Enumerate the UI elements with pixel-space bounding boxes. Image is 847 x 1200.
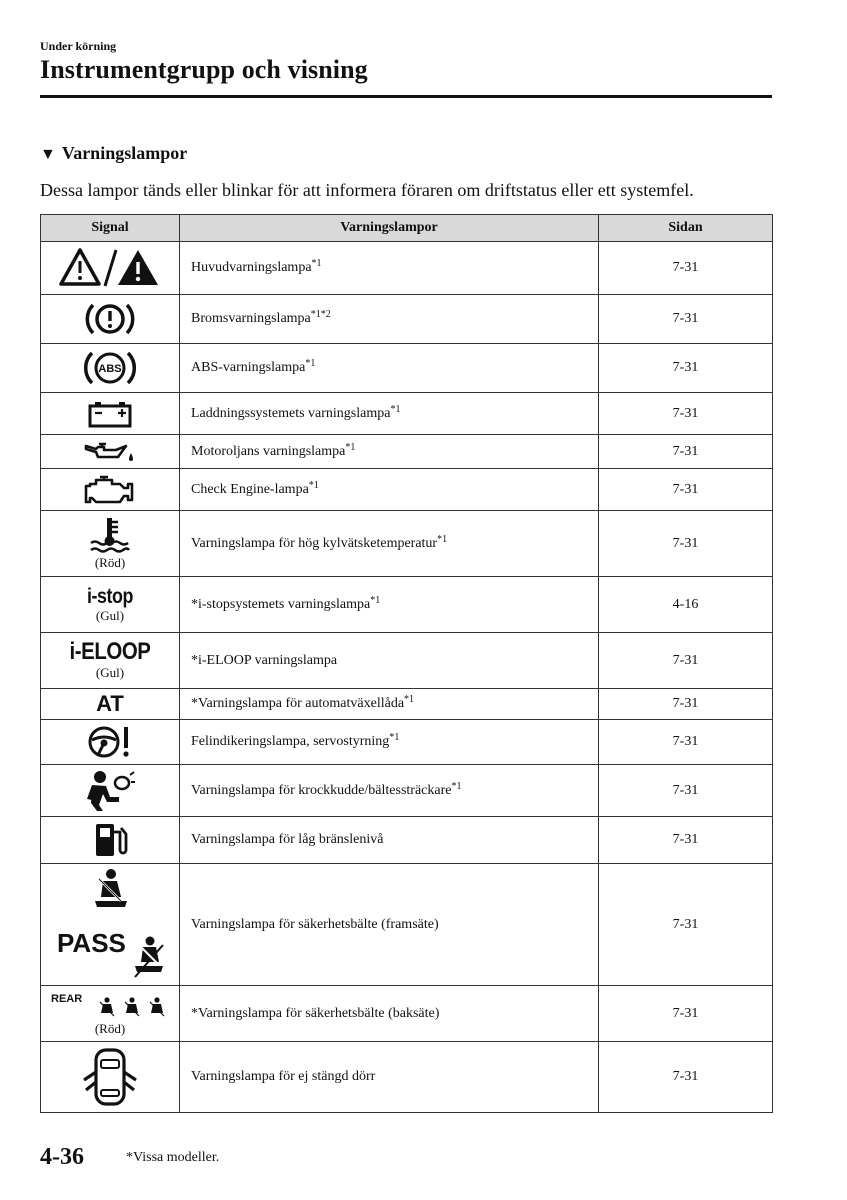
signal-cell [41,817,180,864]
table-row [41,689,773,720]
table-row [41,633,773,689]
table-row [41,511,773,577]
page-reference: 7-31 [599,817,773,864]
signal-cell [41,344,180,393]
signal-cell [41,1042,180,1113]
fuel-pump-icon [90,820,130,860]
table-row [41,469,773,511]
subsection-heading [40,143,187,164]
seatbelt-rear-icon [45,990,175,1020]
table-row [41,765,773,817]
seatbelt-icon [95,869,127,907]
signal-cell [41,720,180,765]
subsection-title: Varningslampor [61,143,188,163]
seatbelt-front-icon [55,867,165,983]
page-reference: 7-31 [599,765,773,817]
lamp-description: Varningslampa för låg bränslenivå [180,817,599,864]
svg-text:ABS: ABS [98,363,122,375]
signal-cell [41,469,180,511]
battery-icon [85,399,135,429]
lamp-description: Huvudvarningslampa$^{*1}$ [180,242,599,295]
header-page: Sidan [599,215,773,242]
signal-cell [41,986,180,1042]
title-divider [40,95,772,98]
signal-cell [41,242,180,295]
lamp-description: *Varningslampa för automatväxellåda$^{*1}$ [180,689,599,720]
triangle-marker: ▼ [40,146,56,163]
lamp-description: Varningslampa för ej stängd dörr [180,1042,599,1113]
lamp-description: Varningslampa för säkerhetsbälte (framsäte) [180,864,599,986]
table-row [41,242,773,295]
signal-cell [41,435,180,469]
page-title: Instrumentgrupp och visning [40,55,368,84]
passenger-seatbelt-icon [135,936,163,977]
table-row [41,577,773,633]
page-reference: 7-31 [599,393,773,435]
i-stop-icon: i-stop [86,584,134,608]
page-reference: 7-31 [599,435,773,469]
footnote: *Vissa modeller. [126,1150,220,1165]
warning-lamp-table [40,214,773,1113]
table-row [41,435,773,469]
page-reference: 7-31 [599,720,773,765]
page-reference: 7-31 [599,511,773,577]
table-row [41,864,773,986]
warning-triangle-icons [58,246,162,290]
page-reference: 7-31 [599,242,773,295]
door-ajar-icon [80,1046,140,1108]
signal-cell [41,295,180,344]
table-row [41,986,773,1042]
signal-cell [41,633,180,689]
page-reference: 7-31 [599,295,773,344]
intro-paragraph: Dessa lampor tänds eller blinkar för att informera föraren om driftstatus eller ett systemfel. [40,180,694,200]
table-row [41,393,773,435]
signal-cell [41,765,180,817]
table-row [41,295,773,344]
page-reference: 7-31 [599,469,773,511]
page-number: 4-36 [40,1144,84,1170]
color-caption: (Gul) [95,607,125,623]
lamp-description: *i-stopsystemets varningslampa$^{*1}$ [180,577,599,633]
lamp-description: ABS-varningslampa$^{*1}$ [180,344,599,393]
table-header-row [41,215,773,242]
lamp-description: Varningslampa för krockkudde/bältessträckare$^{*1}$ [180,765,599,817]
signal-cell [41,511,180,577]
lamp-description: *Varningslampa för säkerhetsbälte (baksäte) [180,986,599,1042]
page-reference: 7-31 [599,689,773,720]
page-reference: 7-31 [599,986,773,1042]
abs-icon [83,348,137,388]
coolant-temp-icon [85,516,135,554]
page-reference: 7-31 [599,864,773,986]
brake-warning-icon [83,299,137,339]
lamp-description: Check Engine-lampa$^{*1}$ [180,469,599,511]
page-reference: 7-31 [599,1042,773,1113]
lamp-description: Bromsvarningslampa$^{*1*2}$ [180,295,599,344]
lamp-description: Motoroljans varningslampa$^{*1}$ [180,435,599,469]
lamp-description: Laddningssystemets varningslampa$^{*1}$ [180,393,599,435]
header-signal: Signal [41,215,180,242]
airbag-icon [83,769,137,813]
lamp-description: *i-ELOOP varningslampa [180,633,599,689]
svg-text:REAR: REAR [51,993,83,1005]
at-icon: AT [96,691,124,716]
table-row [41,817,773,864]
oil-can-icon [82,440,138,464]
i-eloop-icon: i-ELOOP [69,638,151,665]
page-reference: 7-31 [599,344,773,393]
page-reference: 7-31 [599,633,773,689]
color-caption: (Röd) [94,555,126,570]
table-row [41,720,773,765]
section-label: Under körning [40,39,117,53]
color-caption: (Röd) [94,1021,126,1036]
header-lamps: Varningslampor [180,215,599,242]
table-row [41,344,773,393]
signal-cell [41,689,180,720]
lamp-description: Felindikeringslampa, servostyrning$^{*1}$ [180,720,599,765]
engine-icon [82,474,138,506]
steering-warning-icon [84,724,136,760]
color-caption: (Gul) [95,665,125,680]
signal-cell [41,577,180,633]
table-row [41,1042,773,1113]
signal-cell [41,393,180,435]
lamp-description: Varningslampa för hög kylvätsketemperatur$^{*1}$ [180,511,599,577]
signal-cell [41,864,180,986]
page-reference: 4-16 [599,577,773,633]
svg-text:PASS: PASS [57,927,126,958]
